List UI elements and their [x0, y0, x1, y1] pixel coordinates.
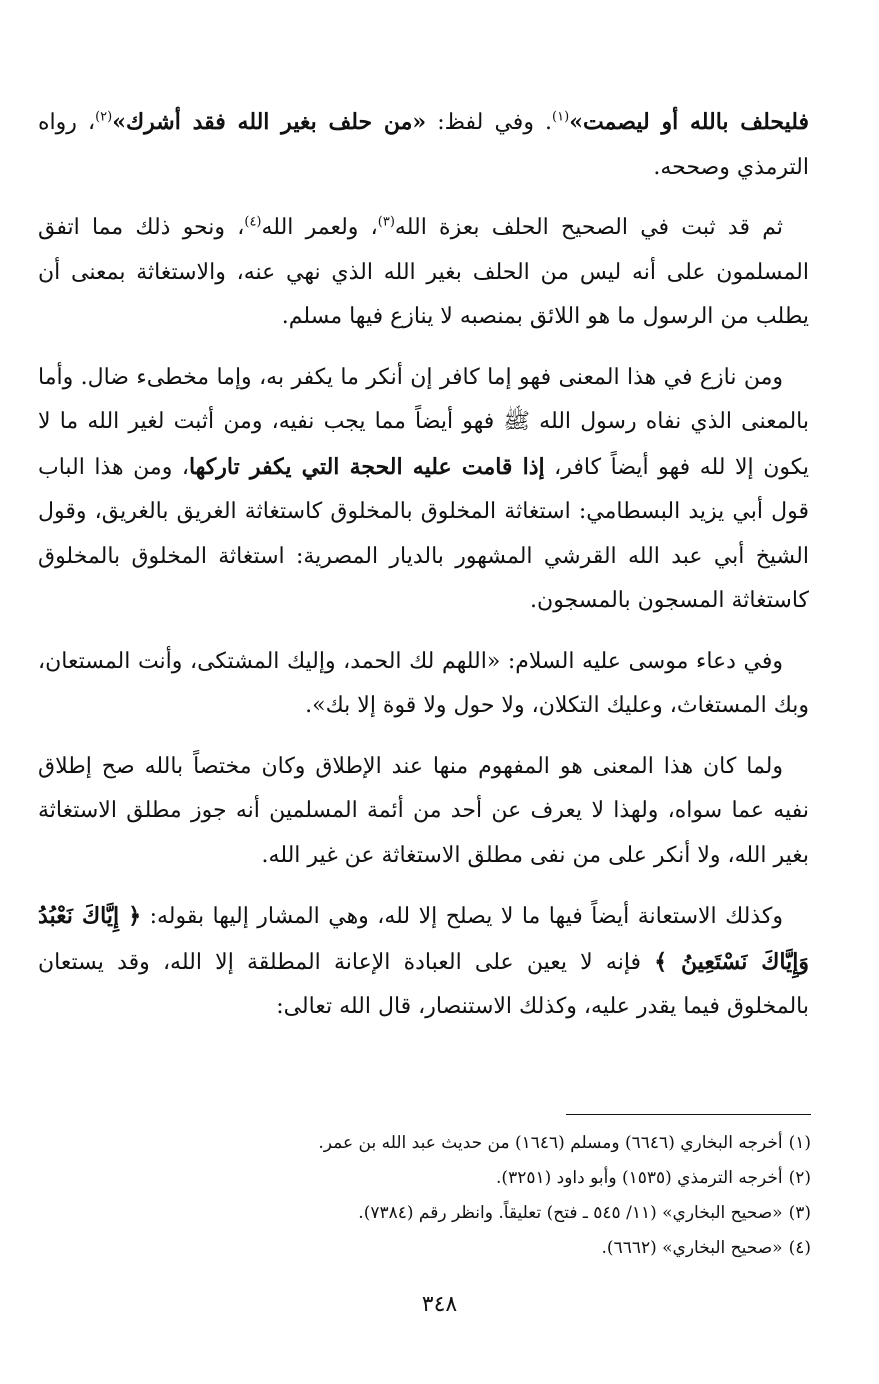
text-run: وكذلك الاستعانة أيضاً فيها ما لا يصلح إلا لله، وهي المشار إليها بقوله: [141, 904, 784, 929]
paragraph [38, 206, 809, 340]
text-run: ولما كان هذا المعنى هو المفهوم منها عند الإطلاق وكان مختصاً بالله صح إطلاق نفيه عما سواه، ولهذا لا يعرف عن أحد من أئمة المسلمين أنه جوز مطلق الاستغاثة بغير الله، ولا أنكر على من نفى مطلق الاستغاثة عن غير الله. [38, 753, 809, 868]
footnote-text: «صحيح البخاري» (١١/ ٥٤٥ ـ فتح) تعليقاً. وانظر رقم (٧٣٨٤). [358, 1203, 783, 1223]
bold-text: «من حلف بغير الله فقد أشرك» [112, 109, 427, 135]
text-run: . وفي لفظ: [426, 110, 553, 135]
paragraph [38, 100, 809, 190]
text-run: ، رواه الترمذي وصححه. [38, 110, 809, 180]
footnote-ref: (٣) [377, 214, 395, 230]
paragraph [38, 356, 809, 624]
footnotes [40, 1126, 811, 1266]
footnote [40, 1161, 811, 1196]
paragraph [38, 745, 809, 879]
text-run: ، ومن هذا الباب قول أبي يزيد البسطامي: استغاثة المخلوق بالمخلوق كاستغاثة الغريق بالغريق، وقول الشيخ أبي عبد الله القرشي المشهور بالديار المصرية: استغاثة المخلوق بالمخلوق كاستغاثة المسجون بالمسجون. [38, 454, 809, 613]
page-number: ٣٤٨ [421, 1292, 458, 1317]
bold-text: فليحلف بالله أو ليصمت» [569, 109, 810, 135]
text-run: ، ولعمر الله [261, 215, 378, 240]
footnote-text: أخرجه الترمذي (١٥٣٥) وأبو داود (٣٢٥١). [496, 1168, 783, 1188]
footnote [40, 1126, 811, 1161]
text-run: ومن نازع في هذا المعنى فهو إما كافر إن أنكر ما يكفر به، وإما مخطىء ضال. وأما بالمعنى الذي نفاه رسول الله ﷺ فهو أيضاً مما يجب نفيه، ومن أثبت لغير الله ما لا يكون إلا لله فهو أيضاً كافر، [38, 364, 809, 480]
bold-text: ﴿ إِيَّاكَ نَعْبُدُ وَإِيَّاكَ نَسْتَعِينُ ﴾ [38, 903, 809, 975]
footnote-number: (٢) [788, 1168, 811, 1188]
footnote-ref: (٢) [95, 109, 113, 125]
footnote-ref: (١) [552, 109, 570, 125]
footnote-text: «صحيح البخاري» (٦٦٦٢). [601, 1238, 783, 1258]
text-run: فإنه لا يعين على العبادة الإعانة المطلقة إلا الله، وقد يستعان بالمخلوق فيما يقدر عليه، وكذلك الاستنصار، قال الله تعالى: [38, 949, 809, 1019]
text-run: ثم قد ثبت في الصحيح الحلف بعزة الله [394, 215, 783, 240]
main-text [38, 100, 809, 1030]
paragraph [38, 894, 809, 1030]
footnote-ref: (٤) [244, 214, 262, 230]
footnote [40, 1196, 811, 1231]
text-run: ، ونحو ذلك مما اتفق المسلمون على أنه ليس من الحلف بغير الله الذي نهي عنه، والاستغاثة بمعنى أن يطلب من الرسول ما هو اللائق بمنصبه لا ينازع فيها مسلم. [38, 215, 809, 329]
paragraph [38, 640, 809, 729]
footnote-number: (١) [788, 1133, 811, 1153]
bold-text: إذا قامت عليه الحجة التي يكفر تاركها [188, 453, 545, 480]
footnote [40, 1231, 811, 1266]
footnote-number: (٤) [788, 1238, 811, 1258]
footnote-text: أخرجه البخاري (٦٦٤٦) ومسلم (١٦٤٦) من حديث عبد الله بن عمر. [318, 1133, 783, 1153]
footnote-separator [566, 1114, 811, 1115]
text-run: وفي دعاء موسى عليه السلام: «اللهم لك الحمد، وإليك المشتكى، وأنت المستعان، وبك المستغاث، وعليك التكلان، ولا حول ولا قوة إلا بك». [38, 648, 809, 718]
footnote-number: (٣) [788, 1203, 811, 1223]
